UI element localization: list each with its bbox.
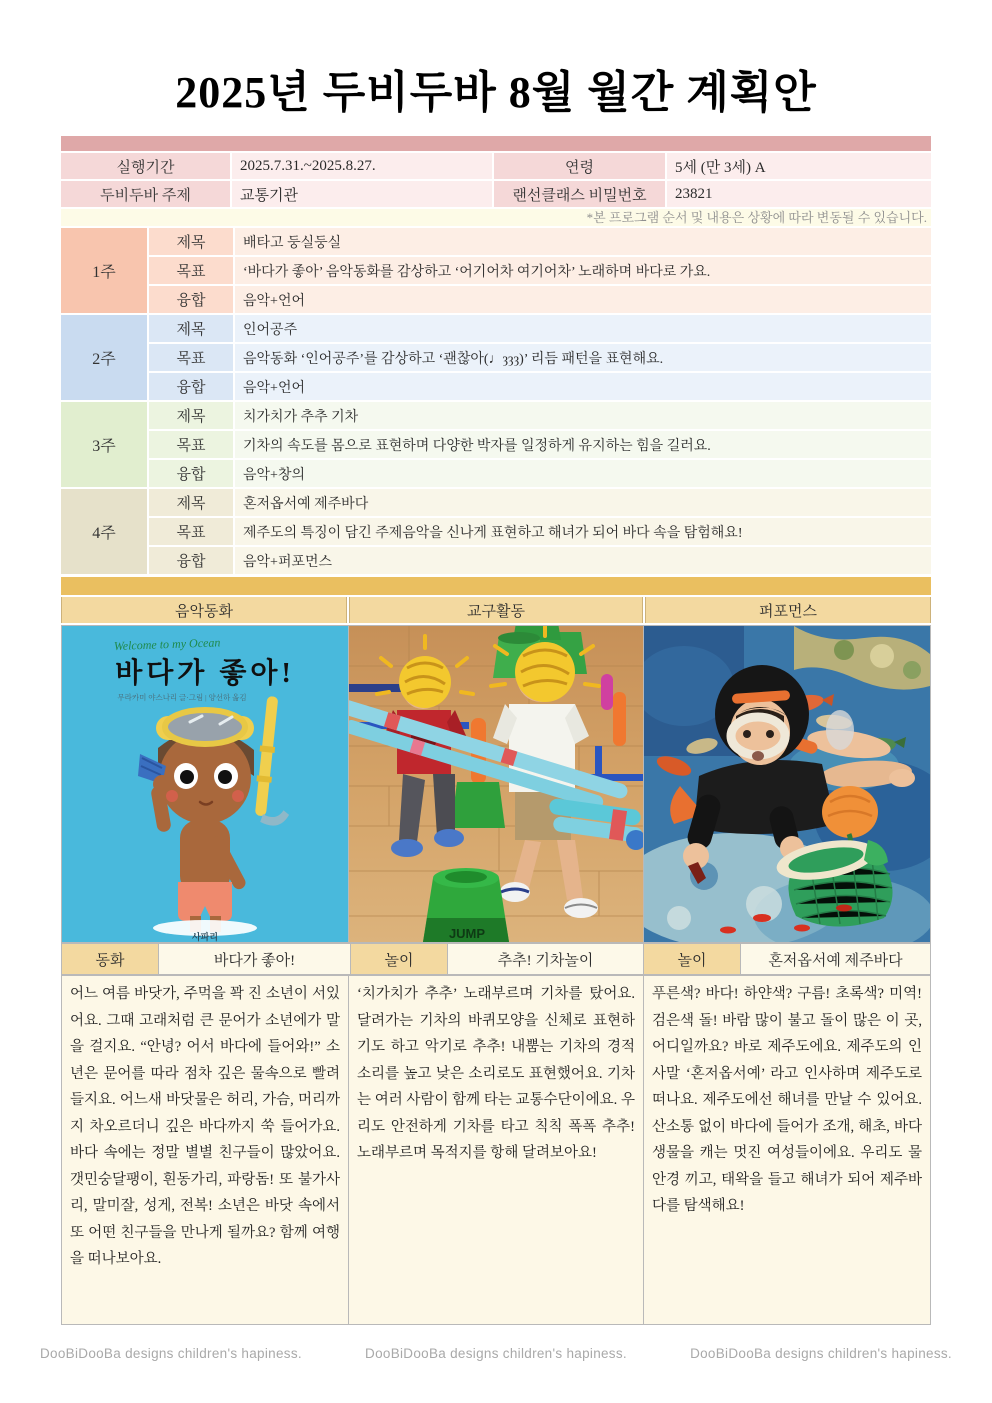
title-label: 제목	[149, 489, 233, 516]
age-value: 5세 (만 3세) A	[667, 153, 931, 179]
week2-fusion: 음악+언어	[235, 373, 931, 400]
photo-row	[61, 625, 931, 943]
theme-value: 교통기관	[232, 181, 492, 207]
weekly-plan-table	[61, 228, 931, 574]
week2-goal: 음악동화 ‘인어공주’를 감상하고 ‘괜찮아(♩ȝȝȝ)’ 리듬 패턴을 표현해요.	[235, 344, 931, 371]
week-row-1	[61, 228, 931, 313]
fusion-label: 융합	[149, 547, 233, 574]
goal-label: 목표	[149, 344, 233, 371]
week3-goal: 기차의 속도를 몸으로 표현하며 다양한 박자를 일정하게 유지하는 힘을 길러요.	[235, 431, 931, 458]
column-header-performance: 퍼포먼스	[645, 597, 931, 623]
sea-performance-illustration	[644, 626, 930, 942]
page-title: 2025년 두비두바 8월 월간 계획안	[175, 68, 817, 117]
footer-slogan: DooBiDooBa designs children's hapiness.	[365, 1346, 627, 1361]
week-label: 3주	[61, 402, 147, 487]
footer	[40, 1346, 952, 1361]
cover-top-text: Welcome to my Ocean	[113, 635, 221, 653]
fusion-label: 융합	[149, 460, 233, 487]
title-label: 제목	[149, 402, 233, 429]
week-label: 1주	[61, 228, 147, 313]
fusion-label: 융합	[149, 373, 233, 400]
week3-title: 치가치가 추추 기차	[235, 402, 931, 429]
cover-publisher: 사파리	[191, 932, 219, 942]
age-label: 연령	[494, 153, 665, 179]
activity-description: ‘치가치가 추추’ 노래부르며 기차를 탔어요. 달려가는 기차의 바퀴모양을 신체로 표현하기도 하고 악기로 추추! 내뿜는 기차의 경적소리를 높고 낮은 소리로도 표현했어요. 기차는 여러 사람이 함께 타는 교통수단이에요. 우리도 안전하게 기차를 타고 칙칙 폭폭 추추! 노래부르며 목적지를 항해 달려보아요!	[349, 976, 643, 1324]
description-row	[61, 975, 931, 1325]
info-table	[61, 153, 931, 207]
column-header-music-story: 음악동화	[61, 597, 347, 623]
title-label: 제목	[149, 315, 233, 342]
caption-value-play1: 추추! 기차놀이	[448, 944, 643, 974]
week-row-3	[61, 402, 931, 487]
footer-slogan: DooBiDooBa designs children's hapiness.	[40, 1346, 302, 1361]
column-header-activity: 교구활동	[349, 597, 643, 623]
week-row-2	[61, 315, 931, 400]
cover-author-line: 무라카미 야스나리 글·그림 | 양선하 옮김	[117, 693, 247, 702]
caption-tag-story: 동화	[62, 944, 158, 974]
fusion-label: 융합	[149, 286, 233, 313]
week-label: 2주	[61, 315, 147, 400]
goal-label: 목표	[149, 518, 233, 545]
caption-value-story: 바다가 좋아!	[159, 944, 350, 974]
book-cover-image	[62, 626, 348, 942]
week1-goal: ‘바다가 좋아’ 음악동화를 감상하고 ‘어기어차 여기어차’ 노래하며 바다로 가요.	[235, 257, 931, 284]
cover-title: 바다가 좋아!	[115, 658, 295, 689]
goal-label: 목표	[149, 257, 233, 284]
password-value: 23821	[667, 181, 931, 207]
period-label: 실행기간	[61, 153, 230, 179]
password-label: 랜선클래스 비밀번호	[494, 181, 665, 207]
book-cover-illustration	[62, 626, 348, 942]
week-label: 4주	[61, 489, 147, 574]
caption-tag-play1: 놀이	[351, 944, 447, 974]
week2-title: 인어공주	[235, 315, 931, 342]
sea-performance-image	[644, 626, 930, 942]
period-value: 2025.7.31.~2025.8.27.	[232, 153, 492, 179]
program-notice: *본 프로그램 순서 및 내용은 상황에 따라 변동될 수 있습니다.	[61, 209, 931, 226]
goggles	[156, 710, 254, 744]
caption-value-play2: 혼저옵서예 제주바다	[741, 944, 930, 974]
week1-fusion: 음악+언어	[235, 286, 931, 313]
title-label: 제목	[149, 228, 233, 255]
header-band	[61, 136, 931, 151]
column-headers	[61, 597, 931, 623]
caption-row	[61, 943, 931, 975]
gold-divider-band	[61, 577, 931, 595]
footer-slogan: DooBiDooBa designs children's hapiness.	[690, 1346, 952, 1361]
week4-goal: 제주도의 특징이 담긴 주제음악을 신나게 표현하고 해녀가 되어 바다 속을 탐험해요!	[235, 518, 931, 545]
goal-label: 목표	[149, 431, 233, 458]
week4-fusion: 음악+퍼포먼스	[235, 547, 931, 574]
theme-label: 두비두바 주제	[61, 181, 230, 207]
bucket-label: JUMP	[448, 926, 486, 941]
story-description: 어느 여름 바닷가, 주먹을 꽉 진 소년이 서있어요. 그때 고래처럼 큰 문어가 소년에가 말을 걸지요. “안녕? 어서 바다에 들어와!” 소년은 문어를 따라 점차 깊은 물속으로 빨려 들지요. 어느새 바닷물은 허리, 가슴, 머리까지 차오르더니 깊은 바다까지 쑥 들어가요. 바다 속에는 정말 별별 친구들이 많았어요. 갯민숭달팽이, 흰동가리, 파랑돔! 또 불가사리, 말미잘, 성게, 전복! 소년은 바닷 속에서 또 어떤 친구들을 만나게 될까요? 함께 여행을 떠나보아요.	[62, 976, 348, 1324]
week-row-4	[61, 489, 931, 574]
caption-tag-play2: 놀이	[644, 944, 740, 974]
front-green-bucket	[423, 868, 509, 942]
week3-fusion: 음악+창의	[235, 460, 931, 487]
performance-description: 푸른색? 바다! 하얀색? 구름! 초록색? 미역! 검은색 돌! 바람 많이 불고 돌이 많은 이 곳, 어디일까요? 바로 제주도에요. 제주도의 인사말 ‘혼저옵서예’ 라고 인사하며 제주도로 떠나요. 제주도에선 해녀를 만날 수 있어요. 산소통 없이 바다에 들어가 조개, 해초, 바다 생물을 캐는 멋진 여성들이에요. 우리도 물안경 끼고, 태왁을 들고 해녀가 되어 제주바다를 탐색해요!	[644, 976, 930, 1324]
gym-activity-image	[349, 626, 643, 942]
week4-title: 혼저옵서예 제주바다	[235, 489, 931, 516]
week1-title: 배타고 둥실둥실	[235, 228, 931, 255]
gym-activity-illustration	[349, 626, 643, 942]
